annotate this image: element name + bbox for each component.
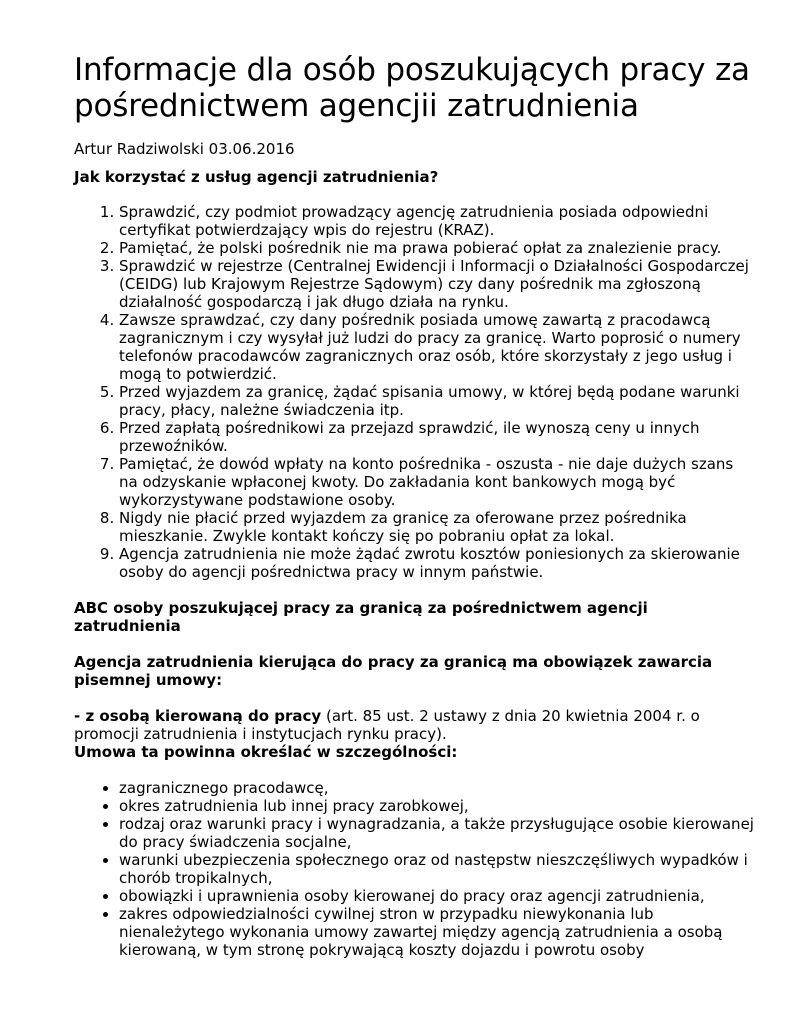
steps-list xyxy=(74,203,755,581)
list-item: • warunki ubezpieczenia społecznego oraz od następstw nieszczęśliwych wypadków i chorób tropikalnych, xyxy=(119,851,755,887)
list-item: 2. Pamiętać, że polski pośrednik nie ma prawa pobierać opłat za znalezienie pracy. xyxy=(119,239,755,257)
section-heading-abc: ABC osoby poszukującej pracy za granicą za pośrednictwem agencji zatrudnienia xyxy=(74,599,648,635)
section-heading-contract-obligation: Agencja zatrudnienia kierująca do pracy za granicą ma obowiązek zawarcia pisemnej umowy: xyxy=(74,653,713,689)
contract-lead-bold: - z osobą kierowaną do pracy xyxy=(74,707,322,725)
list-item: • zagranicznego pracodawcę, xyxy=(119,779,755,797)
contract-must-specify-bold: Umowa ta powinna określać w szczególności: xyxy=(74,743,458,761)
list-item: • rodzaj oraz warunki pracy i wynagradzania, a także przysługujące osobie kierowanej do pracy świadczenia socjalne, xyxy=(119,815,755,851)
list-item: • okres zatrudnienia lub innej pracy zarobkowej, xyxy=(119,797,755,815)
list-item: 7. Pamiętać, że dowód wpłaty na konto pośrednika - oszusta - nie daje dużych szans na odzyskanie wpłaconej kwoty. Do zakładania kont bankowych mogą być wykorzystywane podstawione osoby. xyxy=(119,455,755,509)
contract-must-specify xyxy=(74,743,755,761)
list-item: • zakres odpowiedzialności cywilnej stron w przypadku niewykonania lub nienależytego wykonania umowy zawartej między agencją zatrudnienia a osobą kierowaną, w tym stronę pokrywającą koszty dojazdu i powrotu osoby xyxy=(119,905,755,959)
list-item: • obowiązki i uprawnienia osoby kierowanej do pracy oraz agencji zatrudnienia, xyxy=(119,887,755,905)
section-heading-how-to-use: Jak korzystać z usług agencji zatrudnienia? xyxy=(74,168,439,186)
contract-lead-rest: (art. 85 ust. 2 ustawy z dnia 20 kwietnia 2004 r. o promocji zatrudnienia i instytucjach rynku pracy). xyxy=(74,707,700,743)
list-item: 1. Sprawdzić, czy podmiot prowadzący agencję zatrudnienia posiada odpowiedni certyfikat potwierdzający wpis do rejestru (KRAZ). xyxy=(119,203,755,239)
page-title: Informacje dla osób poszukujących pracy za pośrednictwem agencjii zatrudnienia xyxy=(74,52,750,124)
list-item: 8. Nigdy nie płacić przed wyjazdem za granicę za oferowane przez pośrednika mieszkanie. Zwykle kontakt kończy się po pobraniu opłat za lokal. xyxy=(119,509,755,545)
list-item: 6. Przed zapłatą pośrednikowi za przejazd sprawdzić, ile wynoszą ceny u innych przewoźników. xyxy=(119,419,755,455)
contract-items-list xyxy=(74,779,755,959)
author-date: Artur Radziwolski 03.06.2016 xyxy=(74,140,295,158)
contract-lead-paragraph xyxy=(74,707,755,743)
list-item: 3. Sprawdzić w rejestrze (Centralnej Ewidencji i Informacji o Działalności Gospodarczej (CEIDG) lub Krajowym Rejestrze Sądowym) czy dany pośrednik ma zgłoszoną działalność gospodarczą i jak długo działa na rynku. xyxy=(119,257,755,311)
list-item: 4. Zawsze sprawdzać, czy dany pośrednik posiada umowę zawartą z pracodawcą zagranicznym i czy wysyłał już ludzi do pracy za granicę. Warto poprosić o numery telefonów pracodawców zagranicznych oraz osób, które skorzystały z jego usług i mogą to potwierdzić. xyxy=(119,311,755,383)
list-item: 9. Agencja zatrudnienia nie może żądać zwrotu kosztów poniesionych za skierowanie osoby do agencji pośrednictwa pracy w innym państwie. xyxy=(119,545,755,581)
list-item: 5. Przed wyjazdem za granicę, żądać spisania umowy, w której będą podane warunki pracy, płacy, należne świadczenia itp. xyxy=(119,383,755,419)
